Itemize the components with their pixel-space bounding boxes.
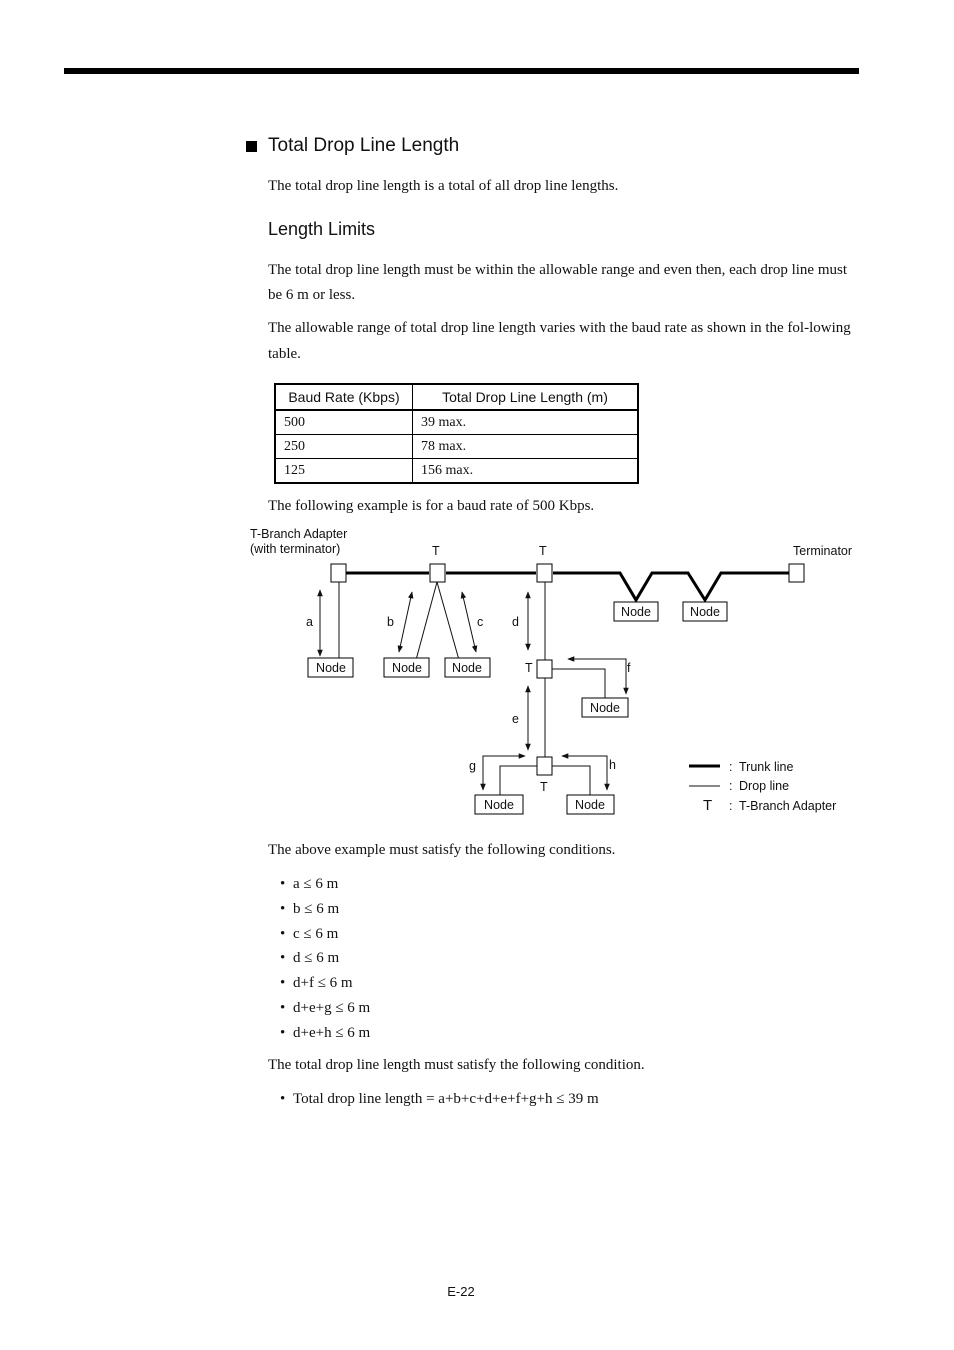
legend-drop: Drop line (739, 779, 790, 793)
range-paragraph: The allowable range of total drop line length varies with the baud rate as shown in the fol-lowing table. (268, 320, 851, 362)
terminator (789, 564, 804, 582)
list-item: • d ≤ 6 m (280, 950, 340, 967)
node-label: Node (484, 798, 514, 812)
section-heading-text: Total Drop Line Length (268, 135, 460, 156)
node-label: Node (316, 661, 346, 675)
t-label: T (540, 780, 548, 794)
list-item: • b ≤ 6 m (280, 900, 340, 917)
t-branch-adapter-4 (537, 757, 552, 775)
segment-label-g: g (469, 759, 476, 773)
table-cell: 156 max. (413, 459, 639, 484)
list-item: • Total drop line length = a+b+c+d+e+f+g+h ≤ 39 m (280, 1091, 599, 1107)
t-label: T (432, 544, 440, 558)
total-condition-list (280, 1087, 599, 1111)
segment-label-f: f (627, 661, 631, 675)
segment-label-d: d (512, 615, 519, 629)
node-label: Node (690, 605, 720, 619)
total-intro: The total drop line length must satisfy the following condition. (268, 1057, 645, 1073)
node-label: Node (452, 661, 482, 675)
legend-trunk: Trunk line (739, 760, 794, 774)
header-baud-rate: Baud Rate (Kbps) (275, 384, 413, 410)
list-item: • d+e+g ≤ 6 m (280, 999, 371, 1016)
t-label: T (525, 661, 533, 675)
segment-label-c: c (477, 615, 484, 629)
legend-separator: : (729, 799, 733, 813)
list-item: • c ≤ 6 m (280, 925, 339, 942)
segment-label-h: h (609, 758, 616, 772)
legend-adapter: T-Branch Adapter (739, 799, 837, 813)
legend-separator: : (729, 760, 733, 774)
conditions-intro: The above example must satisfy the following conditions. (268, 842, 616, 858)
list-item: • a ≤ 6 m (280, 876, 339, 892)
t-branch-adapter-terminator (331, 564, 346, 582)
t-branch-adapter-2 (537, 564, 552, 582)
legend-separator: : (729, 779, 733, 793)
table-cell: 250 (275, 435, 413, 459)
segment-label-a: a (306, 615, 313, 629)
tba-label-line1: T-Branch Adapter (250, 527, 348, 541)
legend (689, 760, 836, 814)
table-cell: 78 max. (413, 435, 639, 459)
segment-label-b: b (387, 615, 394, 629)
node-label: Node (590, 701, 620, 715)
trunk-line (346, 573, 789, 600)
page-number: E-22 (447, 1284, 475, 1299)
legend-symbol: T (703, 797, 713, 814)
t-branch-adapter-1 (430, 564, 445, 582)
t-branch-adapter-3 (537, 660, 552, 678)
nodes (308, 602, 727, 814)
intro-paragraph: The total drop line length is a total of all drop line lengths. (268, 178, 619, 194)
table-cell: 125 (275, 459, 413, 484)
t-label: T (539, 544, 547, 558)
node-label: Node (621, 605, 651, 619)
list-item: • d+f ≤ 6 m (280, 975, 353, 992)
subheading: Length Limits (268, 219, 376, 239)
list-item: • d+e+h ≤ 6 m (280, 1024, 371, 1041)
terminator-label: Terminator (793, 544, 853, 558)
table-cell: 39 max. (413, 410, 639, 435)
example-intro: The following example is for a baud rate of 500 Kbps. (268, 498, 595, 514)
limit-paragraph: The total drop line length must be within the allowable range and even then, each drop line must be 6 m or less. (268, 262, 848, 303)
conditions-list (280, 872, 370, 1046)
header-total-length: Total Drop Line Length (m) (413, 384, 639, 410)
table-cell: 500 (275, 410, 413, 435)
segment-label-e: e (512, 712, 519, 726)
tba-label-line2: (with terminator) (250, 542, 341, 556)
node-label: Node (575, 798, 605, 812)
node-label: Node (392, 661, 422, 675)
